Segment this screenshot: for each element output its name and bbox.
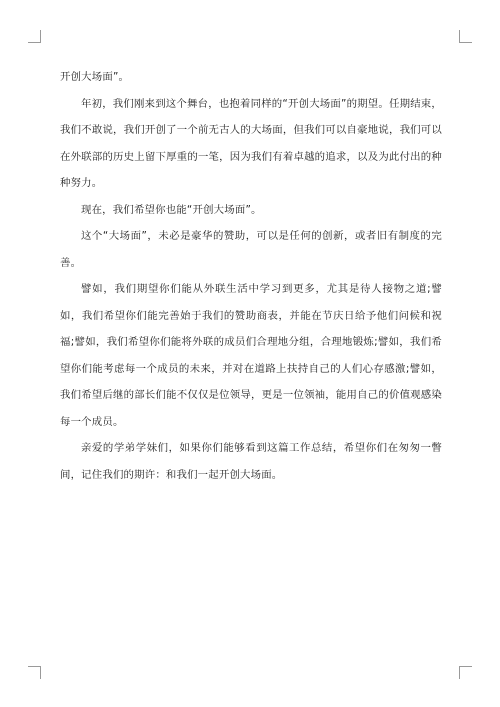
crop-mark-top-left [28, 30, 41, 43]
paragraph-continuation: 开创大场面”。 [60, 71, 130, 83]
paragraph-closing: 亲爱的学弟学妹们，如果你们能够看到这篇工作总结，希望你们在匆匆一瞥间，记住我们的期许：和我们一起开创大场面。 [60, 442, 442, 481]
crop-mark-bottom-right [459, 666, 472, 679]
paragraph-big-scene-definition: 这个“大场面”，未必是豪华的赞助，可以是任何的创新，或者旧有制度的完善。 [60, 230, 442, 269]
paragraph-term-review: 年初，我们刚来到这个舞台，也抱着同样的“开创大场面”的期望。任期结束，我们不敢说，我们开创了一个前无古人的大场面，但我们可以自豪地说，我们可以在外联部的历史上留下厚重的一笔，因为我们有着卓越的追求，以及为此付出的种种努力。 [60, 97, 442, 189]
document-body [60, 64, 442, 488]
crop-mark-top-right [459, 30, 472, 43]
paragraph-expectations: 譬如，我们期望你们能从外联生活中学习到更多，尤其是待人接物之道;譬如，我们希望你们能完善始于我们的赞助商表，并能在节庆日给予他们问候和祝福;譬如，我们希望你们能将外联的成员们合理地分组，合理地锻炼;譬如，我们希望你们能考虑每一个成员的未来，并对在道路上扶持自己的人们心存感激;譬如，我们希望后继的部长们能不仅仅是位领导，更是一位领袖，能用自己的价值观感染每一个成员。 [60, 283, 442, 428]
crop-mark-bottom-left [28, 666, 41, 679]
paragraph-hope: 现在，我们希望你也能“开创大场面”。 [81, 203, 262, 216]
